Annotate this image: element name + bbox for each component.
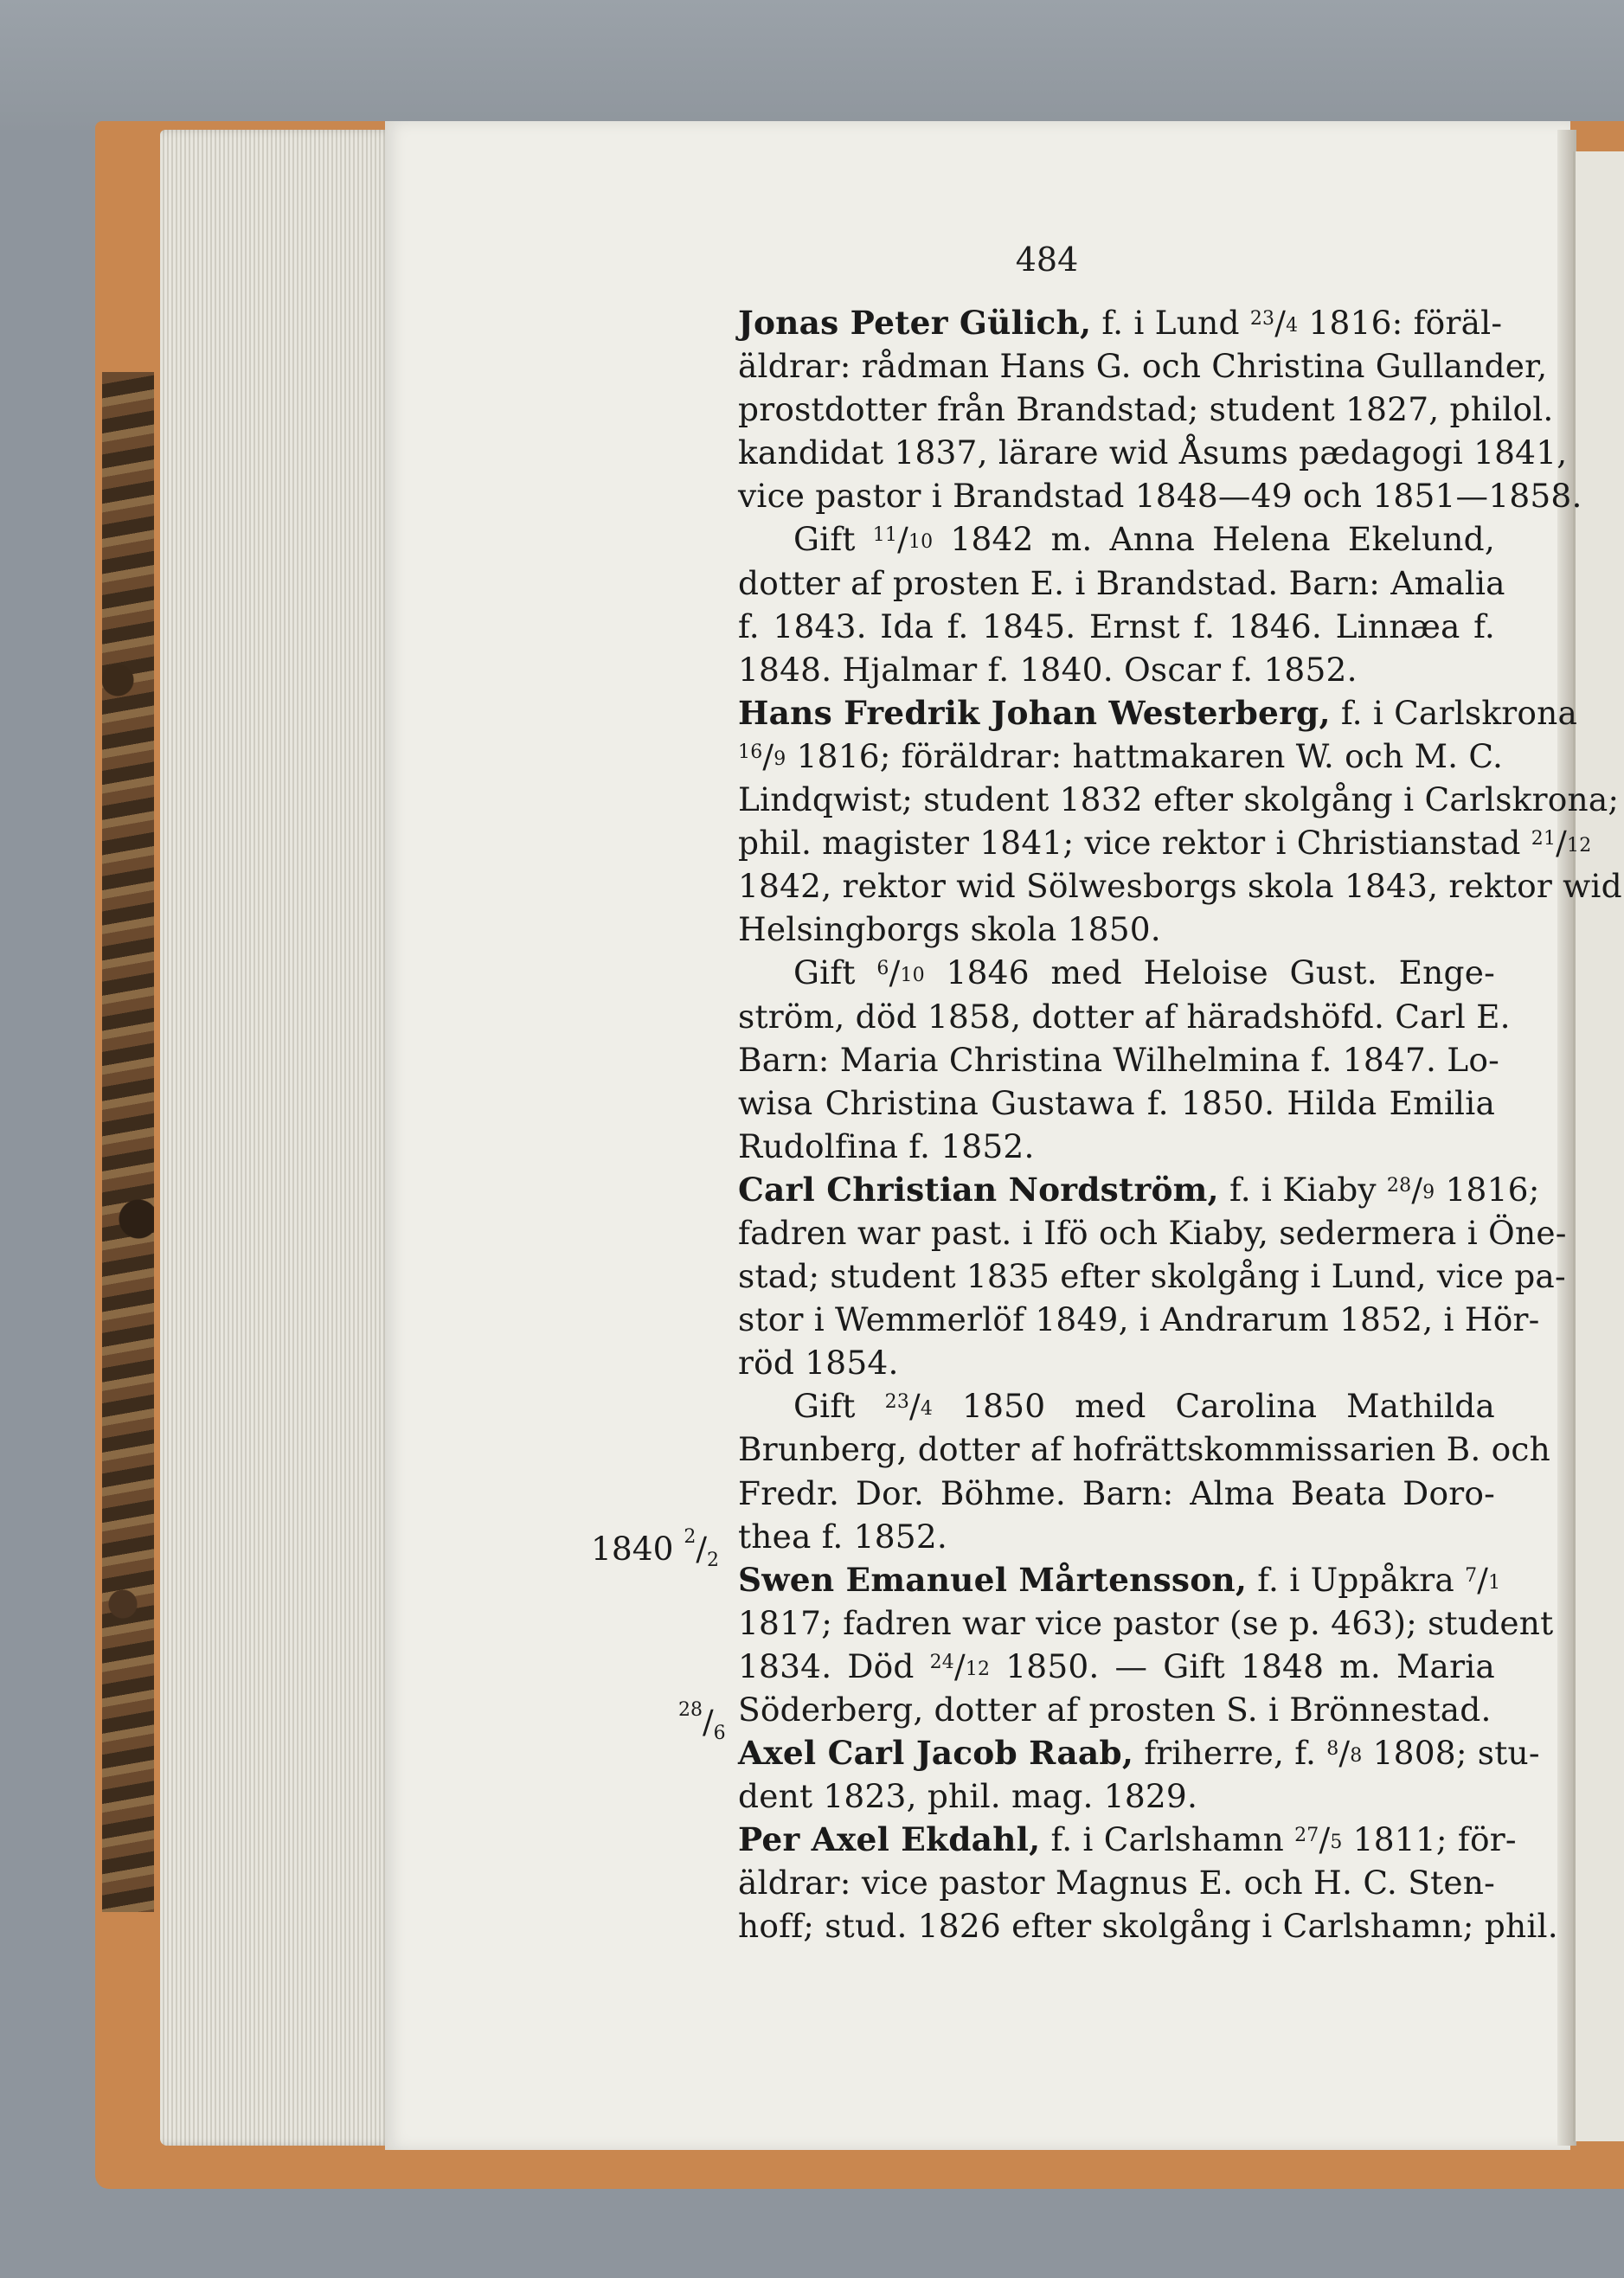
text-segment: 10 <box>900 965 925 987</box>
text-line <box>738 474 1582 517</box>
text-line <box>738 1731 1540 1774</box>
text-segment: / <box>953 1646 966 1685</box>
text-segment: / <box>1556 824 1568 863</box>
text-segment: f. i Uppåkra <box>1247 1560 1466 1599</box>
text-segment: 1842, rektor wid Sölwesborgs skola 1843, rektor wid <box>738 867 1622 906</box>
text-segment: hoff; stud. 1826 efter skolgång i Carlshamn; phil. <box>738 1907 1558 1946</box>
text-segment: / <box>909 1387 921 1426</box>
text-segment: Gift <box>793 520 873 559</box>
text-segment: Gift <box>793 953 877 992</box>
entry-name: Per Axel Ekdahl, <box>738 1820 1041 1859</box>
text-segment: 1850 med Carolina Mathilda <box>933 1387 1495 1426</box>
text-line <box>738 1125 1495 1168</box>
text-line <box>738 1904 1558 1948</box>
text-segment: 1808; stu- <box>1362 1734 1540 1773</box>
backdrop <box>0 0 1624 130</box>
text-segment: phil. magister 1841; vice rektor i Christianstad <box>738 824 1531 863</box>
text-line <box>738 1472 1495 1515</box>
margin-month: 6 <box>713 1723 726 1744</box>
text-segment: 1816: föräl- <box>1298 304 1503 342</box>
text-line <box>738 561 1505 605</box>
text-segment: 12 <box>1567 835 1592 857</box>
text-segment: 9 <box>773 748 786 770</box>
text-segment: f. 1843. Ida f. 1845. Ernst f. 1846. Linnæa f. <box>738 606 1495 645</box>
text-segment: friherre, f. <box>1133 1734 1327 1773</box>
text-segment: 1850. — Gift 1848 m. Maria <box>990 1646 1495 1685</box>
text-line <box>738 864 1622 908</box>
text-segment: 1834. Död <box>738 1646 930 1685</box>
text-segment: thea f. 1852. <box>738 1517 948 1556</box>
text-segment: 11 <box>872 524 898 547</box>
text-segment: wisa Christina Gustawa f. 1850. Hilda Emilia <box>738 1083 1495 1122</box>
text-segment: 8 <box>1326 1738 1339 1761</box>
text-line <box>738 1645 1495 1688</box>
text-segment: / <box>1338 1734 1351 1773</box>
text-segment: / <box>1477 1560 1489 1599</box>
text-segment: 1811; för- <box>1342 1820 1517 1859</box>
text-segment: 1816; <box>1435 1170 1540 1209</box>
text-segment: 28 <box>1386 1174 1412 1197</box>
text-line <box>738 1168 1540 1211</box>
text-segment: Rudolfina f. 1852. <box>738 1126 1035 1165</box>
text-line <box>738 1861 1495 1904</box>
text-segment: kandidat 1837, lärare wid Åsums pædagogi 1841, <box>738 433 1568 472</box>
text-segment: 10 <box>908 531 934 554</box>
margin-day: 2 <box>684 1526 696 1548</box>
text-segment: 27 <box>1294 1825 1319 1847</box>
text-segment: stor i Wemmerlöf 1849, i Andrarum 1852, i Hör- <box>738 1300 1540 1339</box>
entry-name: Jonas Peter Gülich, <box>738 304 1092 342</box>
text-segment: 12 <box>965 1658 991 1680</box>
text-segment: vice pastor i Brandstad 1848—49 och 1851—1858. <box>738 477 1582 516</box>
text-line <box>738 995 1511 1038</box>
text-segment: dotter af prosten E. i Brandstad. Barn: Amalia <box>738 563 1505 602</box>
text-line <box>738 1211 1567 1255</box>
text-segment: Helsingborgs skola 1850. <box>738 910 1161 949</box>
margin-day: 28 <box>678 1699 703 1721</box>
entry-name: Carl Christian Nordström, <box>738 1170 1219 1209</box>
text-segment: / <box>897 520 908 559</box>
text-segment: 21 <box>1531 828 1557 850</box>
right-page-sliver <box>1573 151 1624 2141</box>
text-segment: 5 <box>1330 1832 1343 1854</box>
text-line <box>738 821 1592 864</box>
text-segment: 1848. Hjalmar f. 1840. Oscar f. 1852. <box>738 650 1358 689</box>
text-segment: stad; student 1835 efter skolgång i Lund, vice pa- <box>738 1257 1566 1296</box>
text-segment: 1842 m. Anna Helena Ekelund, <box>933 520 1495 559</box>
text-segment: / <box>1411 1170 1423 1209</box>
text-segment: 1846 med Heloise Gust. Enge- <box>924 953 1495 992</box>
text-line <box>738 1038 1499 1081</box>
text-line <box>738 517 1495 561</box>
text-segment: äldrar: vice pastor Magnus E. och H. C. Sten- <box>738 1864 1495 1903</box>
text-line <box>738 1298 1540 1341</box>
text-segment: 1817; fadren war vice pastor (se p. 463); student <box>738 1603 1554 1642</box>
text-line <box>738 388 1554 431</box>
margin-year: 1840 <box>591 1530 674 1568</box>
biography-text <box>738 301 1622 1948</box>
text-segment: äldrar: rådman Hans G. och Christina Gullander, <box>738 347 1548 386</box>
text-line <box>738 1081 1495 1125</box>
margin-month: 2 <box>707 1550 719 1571</box>
text-segment: 23 <box>1249 308 1275 330</box>
text-segment: 6 <box>876 958 889 980</box>
text-line <box>738 1774 1495 1818</box>
text-segment: 16 <box>738 741 763 763</box>
entry-name: Axel Carl Jacob Raab, <box>738 1734 1134 1773</box>
text-segment: 1816; föräldrar: hattmakaren W. och M. C. <box>786 736 1504 775</box>
text-segment: Gift <box>793 1387 885 1426</box>
text-line <box>738 1688 1495 1731</box>
text-segment: ström, död 1858, dotter af häradshöfd. Carl E. <box>738 997 1511 1036</box>
text-segment: Brunberg, dotter af hofrättskommissarien B. och <box>738 1430 1550 1469</box>
text-segment: dent 1823, phil. mag. 1829. <box>738 1777 1198 1816</box>
text-segment: f. i Lund <box>1091 304 1250 342</box>
text-segment: 1 <box>1488 1571 1501 1594</box>
text-segment: fadren war past. i Ifö och Kiaby, sedermera i Öne- <box>738 1213 1567 1252</box>
page-edges <box>160 130 394 2146</box>
text-line <box>738 1428 1550 1471</box>
text-line <box>738 431 1568 474</box>
text-segment: / <box>1319 1820 1331 1859</box>
text-segment: 8 <box>1350 1745 1363 1768</box>
text-segment: / <box>762 736 774 775</box>
text-segment: Barn: Maria Christina Wilhelmina f. 1847. Lo- <box>738 1040 1499 1079</box>
text-line <box>738 778 1620 821</box>
text-line <box>738 301 1503 344</box>
text-segment: 9 <box>1422 1181 1435 1203</box>
text-line <box>738 735 1504 778</box>
text-line <box>738 648 1495 691</box>
margin-date-raab: $^{28}/_6$ <box>678 1699 726 1744</box>
text-segment: f. i Carlshamn <box>1040 1820 1295 1859</box>
text-segment: Söderberg, dotter af prosten S. i Brönnestad. <box>738 1691 1492 1729</box>
text-line <box>738 1818 1517 1861</box>
text-segment: röd 1854. <box>738 1344 899 1383</box>
text-segment: 4 <box>920 1398 934 1421</box>
text-line <box>738 908 1495 951</box>
text-segment: f. i Kiaby <box>1218 1170 1387 1209</box>
text-segment: 24 <box>929 1651 954 1673</box>
entry-name: Swen Emanuel Mårtensson, <box>738 1560 1248 1599</box>
text-line <box>738 951 1495 994</box>
text-line <box>738 691 1578 735</box>
marbled-edge <box>102 372 154 1912</box>
text-line <box>738 1384 1495 1428</box>
text-segment: Lindqwist; student 1832 efter skolgång i Carlskrona; <box>738 780 1620 819</box>
text-segment: Fredr. Dor. Böhme. Barn: Alma Beata Doro- <box>738 1473 1495 1512</box>
text-segment: f. i Carlskrona <box>1330 693 1578 732</box>
text-line <box>738 1341 1495 1384</box>
entry-name: Hans Fredrik Johan Westerberg, <box>738 693 1331 732</box>
text-line <box>738 1255 1566 1298</box>
text-segment: / <box>889 953 901 992</box>
text-segment: / <box>1274 304 1287 342</box>
text-line <box>738 1515 1495 1558</box>
margin-date-1840: 1840 $^2/_2$ <box>591 1526 719 1571</box>
text-line <box>738 344 1548 388</box>
text-segment: prostdotter från Brandstad; student 1827, philol. <box>738 390 1554 429</box>
text-segment: 23 <box>884 1391 910 1414</box>
text-segment: 4 <box>1286 315 1299 337</box>
text-segment: 7 <box>1465 1564 1478 1587</box>
text-line <box>738 1601 1554 1645</box>
text-line <box>738 605 1495 648</box>
text-line <box>738 1558 1501 1601</box>
page-number: 484 <box>1015 241 1079 279</box>
